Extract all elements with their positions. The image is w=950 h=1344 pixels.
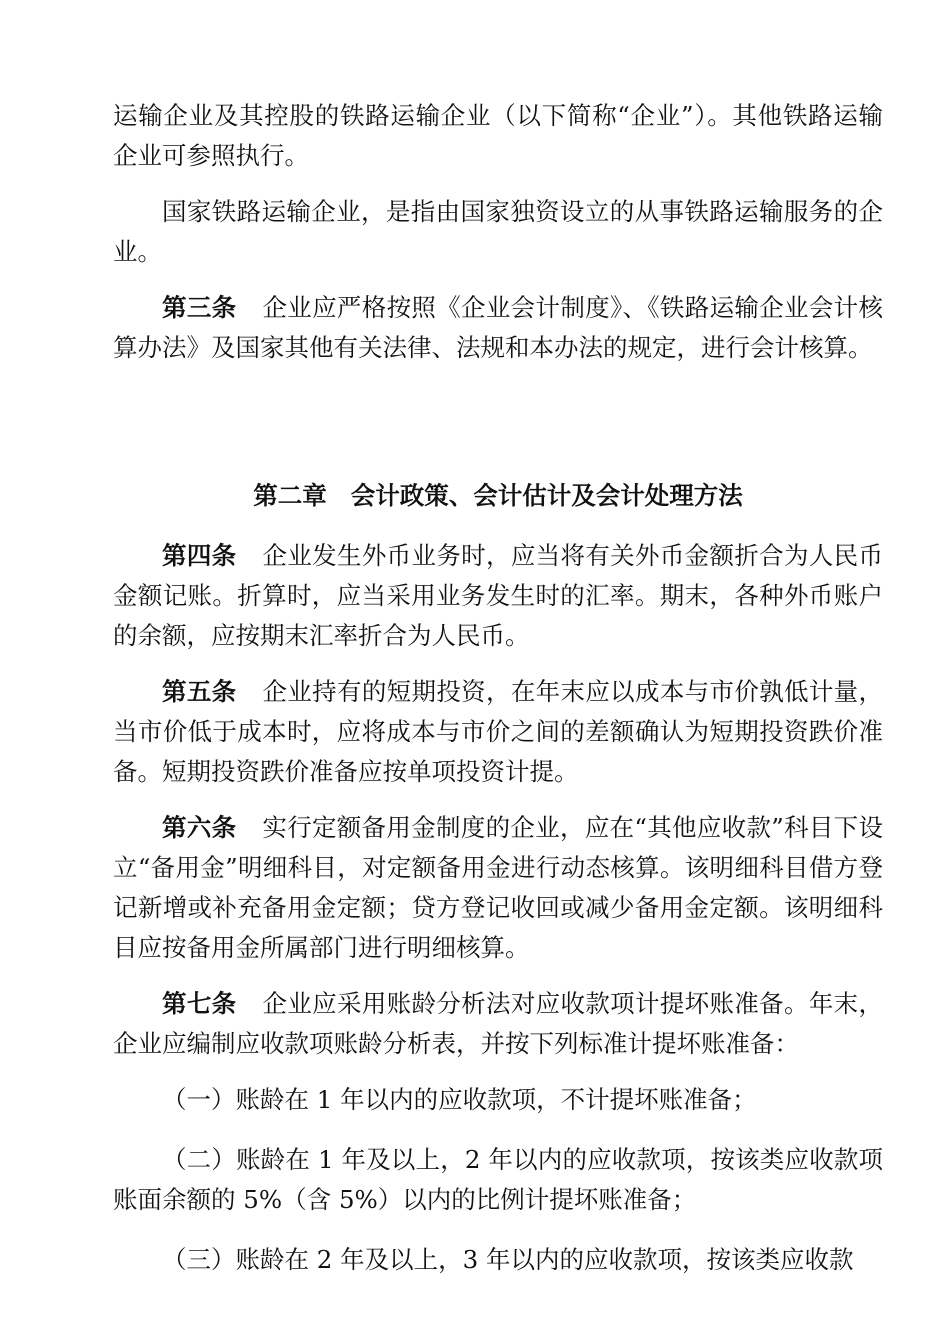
article-7-text: 企业应采用账龄分析法对应收款项计提坏账准备。年末，企业应编制应收款项账龄分析表，并按下列标准计提坏账准备： bbox=[113, 989, 883, 1058]
article-4 bbox=[113, 536, 883, 656]
article-5 bbox=[113, 672, 883, 792]
article-3-text: 企业应严格按照《企业会计制度》、《铁路运输企业会计核算办法》及国家其他有关法律、法规和本办法的规定，进行会计核算。 bbox=[113, 293, 884, 362]
paragraph-definition: 国家铁路运输企业，是指由国家独资设立的从事铁路运输服务的企业。 bbox=[113, 197, 883, 266]
chapter-title: 会计政策、会计估计及会计处理方法 bbox=[350, 481, 743, 510]
article-6-label: 第六条 bbox=[162, 813, 237, 842]
article-4-text: 企业发生外币业务时，应当将有关外币金额折合为人民币金额记账。折算时，应当采用业务发生时的汇率。期末，各种外币账户的余额，应按期末汇率折合为人民币。 bbox=[113, 541, 883, 650]
article-6-text: 实行定额备用金制度的企业，应在“其他应收款”科目下设立“备用金”明细科目，对定额备用金进行动态核算。该明细科目借方登记新增或补充备用金定额；贷方登记收回或减少备用金定额。该明细科目应按备用金所属部门进行明细核算。 bbox=[113, 813, 883, 962]
paragraph-continuation: 运输企业及其控股的铁路运输企业（以下简称“企业”）。其他铁路运输企业可参照执行。 bbox=[113, 101, 883, 170]
chapter-number: 第二章 bbox=[253, 481, 327, 510]
article-5-text: 企业持有的短期投资，在年末应以成本与市价孰低计量，当市价低于成本时，应将成本与市价之间的差额确认为短期投资跌价准备。短期投资跌价准备应按单项投资计提。 bbox=[113, 677, 883, 786]
list-item-3: （三）账龄在 2 年及以上，3 年以内的应收款项，按该类应收款 bbox=[162, 1245, 854, 1274]
list-item-1: （一）账龄在 1 年以内的应收款项，不计提坏账准备； bbox=[162, 1085, 757, 1114]
chapter-heading bbox=[113, 476, 883, 516]
document-bottom-section bbox=[113, 536, 883, 1300]
document-top-section bbox=[113, 96, 883, 384]
article-7 bbox=[113, 984, 883, 1064]
article-4-label: 第四条 bbox=[162, 541, 237, 570]
article-7-label: 第七条 bbox=[162, 989, 237, 1018]
article-5-label: 第五条 bbox=[162, 677, 237, 706]
article-3-label: 第三条 bbox=[162, 293, 237, 322]
article-3 bbox=[113, 288, 883, 368]
list-item-2: （二）账龄在 1 年及以上，2 年以内的应收款项，按该类应收款项账面余额的 5%（含 5%）以内的比例计提坏账准备； bbox=[113, 1145, 883, 1214]
article-6 bbox=[113, 808, 883, 968]
